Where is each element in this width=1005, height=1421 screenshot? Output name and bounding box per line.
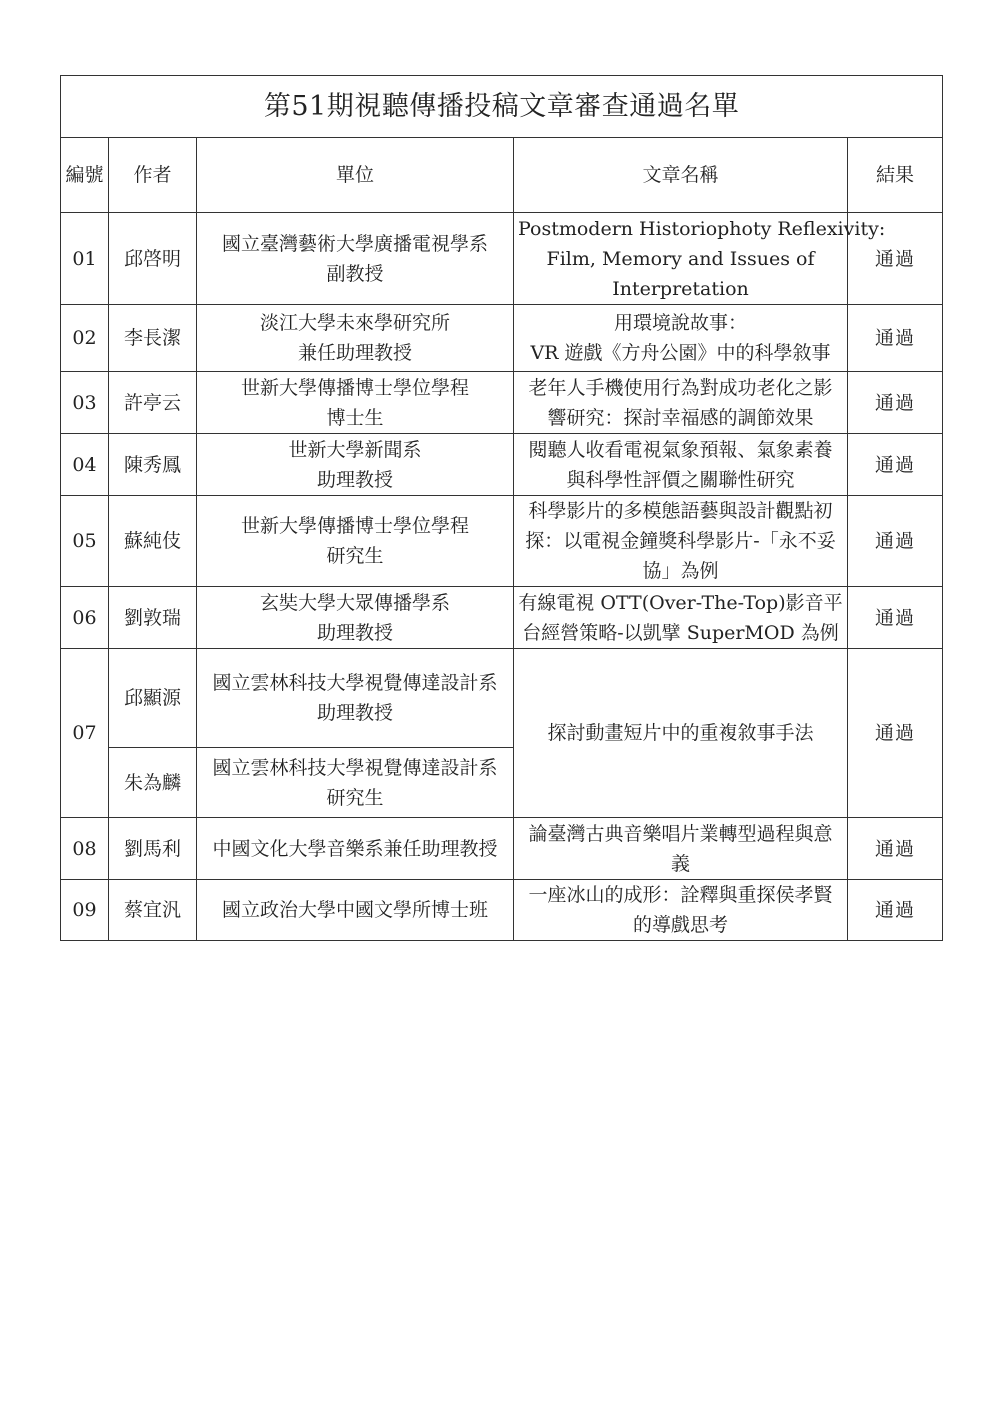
- row-article-title: 科學影片的多模態語藝與設計觀點初 探：以電視金鐘獎科學影片-「永不妥 協」為例: [514, 496, 848, 587]
- table-row: [61, 649, 943, 748]
- row-affiliation: 世新大學新聞系 助理教授: [197, 434, 514, 496]
- row-result: 通過: [848, 434, 943, 496]
- row-number: 03: [61, 372, 109, 434]
- table-row: [61, 434, 943, 496]
- row-number: 06: [61, 587, 109, 649]
- row-author: 邱啓明: [109, 213, 197, 305]
- row-author: 朱為麟: [109, 748, 197, 818]
- row-article-title: 有線電視 OTT(Over-The-Top)影音平 台經營策略-以凱擘 SuperMOD 為例: [514, 587, 848, 649]
- table-row: [61, 880, 943, 941]
- header-affiliation: 單位: [197, 138, 514, 213]
- row-affiliation: 世新大學傳播博士學位學程 博士生: [197, 372, 514, 434]
- row-affiliation: 玄奘大學大眾傳播學系 助理教授: [197, 587, 514, 649]
- table-row: [61, 496, 943, 587]
- row-author: 劉馬利: [109, 818, 197, 880]
- row-number: 01: [61, 213, 109, 305]
- table-row: [61, 587, 943, 649]
- header-result: 結果: [848, 138, 943, 213]
- row-result: 通過: [848, 372, 943, 434]
- row-number: 04: [61, 434, 109, 496]
- row-result: 通過: [848, 213, 943, 305]
- row-article-title: 論臺灣古典音樂唱片業轉型過程與意 義: [514, 818, 848, 880]
- row-article-title: 老年人手機使用行為對成功老化之影 響研究：探討幸福感的調節效果: [514, 372, 848, 434]
- row-author: 陳秀鳳: [109, 434, 197, 496]
- row-number: 02: [61, 305, 109, 372]
- row-author: 許亭云: [109, 372, 197, 434]
- row-affiliation: 國立雲林科技大學視覺傳達設計系 助理教授: [197, 649, 514, 748]
- table-row: [61, 305, 943, 372]
- row-number: 09: [61, 880, 109, 941]
- table-row: [61, 372, 943, 434]
- review-results-table: [60, 75, 943, 941]
- row-number: 08: [61, 818, 109, 880]
- row-result: 通過: [848, 880, 943, 941]
- row-author: 李長潔: [109, 305, 197, 372]
- row-result: 通過: [848, 305, 943, 372]
- row-author: 蘇純伎: [109, 496, 197, 587]
- header-article-title: 文章名稱: [514, 138, 848, 213]
- row-article-title: 閱聽人收看電視氣象預報、氣象素養 與科學性評價之關聯性研究: [514, 434, 848, 496]
- row-result: 通過: [848, 818, 943, 880]
- row-affiliation: 國立臺灣藝術大學廣播電視學系 副教授: [197, 213, 514, 305]
- row-article-title: 一座冰山的成形：詮釋與重探侯孝賢 的導戲思考: [514, 880, 848, 941]
- row-result: 通過: [848, 587, 943, 649]
- document-title: 第51期視聽傳播投稿文章審查通過名單: [61, 76, 943, 138]
- row-article-title: 探討動畫短片中的重複敘事手法: [514, 649, 848, 818]
- row-author: 劉敦瑞: [109, 587, 197, 649]
- table-header-row: [61, 138, 943, 213]
- row-author: 蔡宜汎: [109, 880, 197, 941]
- row-result: 通過: [848, 496, 943, 587]
- row-number: 07: [61, 649, 109, 818]
- header-author: 作者: [109, 138, 197, 213]
- row-affiliation: 世新大學傳播博士學位學程 研究生: [197, 496, 514, 587]
- row-article-title: 用環境說故事： VR 遊戲《方舟公園》中的科學敘事: [514, 305, 848, 372]
- row-result: 通過: [848, 649, 943, 818]
- row-affiliation: 中國文化大學音樂系兼任助理教授: [197, 818, 514, 880]
- row-affiliation: 國立政治大學中國文學所博士班: [197, 880, 514, 941]
- row-article-title: Postmodern Historiophoty Reflexivity: Film, Memory and Issues of Interpretation: [514, 213, 848, 305]
- row-number: 05: [61, 496, 109, 587]
- row-author: 邱顯源: [109, 649, 197, 748]
- header-number: 編號: [61, 138, 109, 213]
- row-affiliation: 國立雲林科技大學視覺傳達設計系 研究生: [197, 748, 514, 818]
- row-affiliation: 淡江大學未來學研究所 兼任助理教授: [197, 305, 514, 372]
- table-row: [61, 213, 943, 305]
- table-row: [61, 818, 943, 880]
